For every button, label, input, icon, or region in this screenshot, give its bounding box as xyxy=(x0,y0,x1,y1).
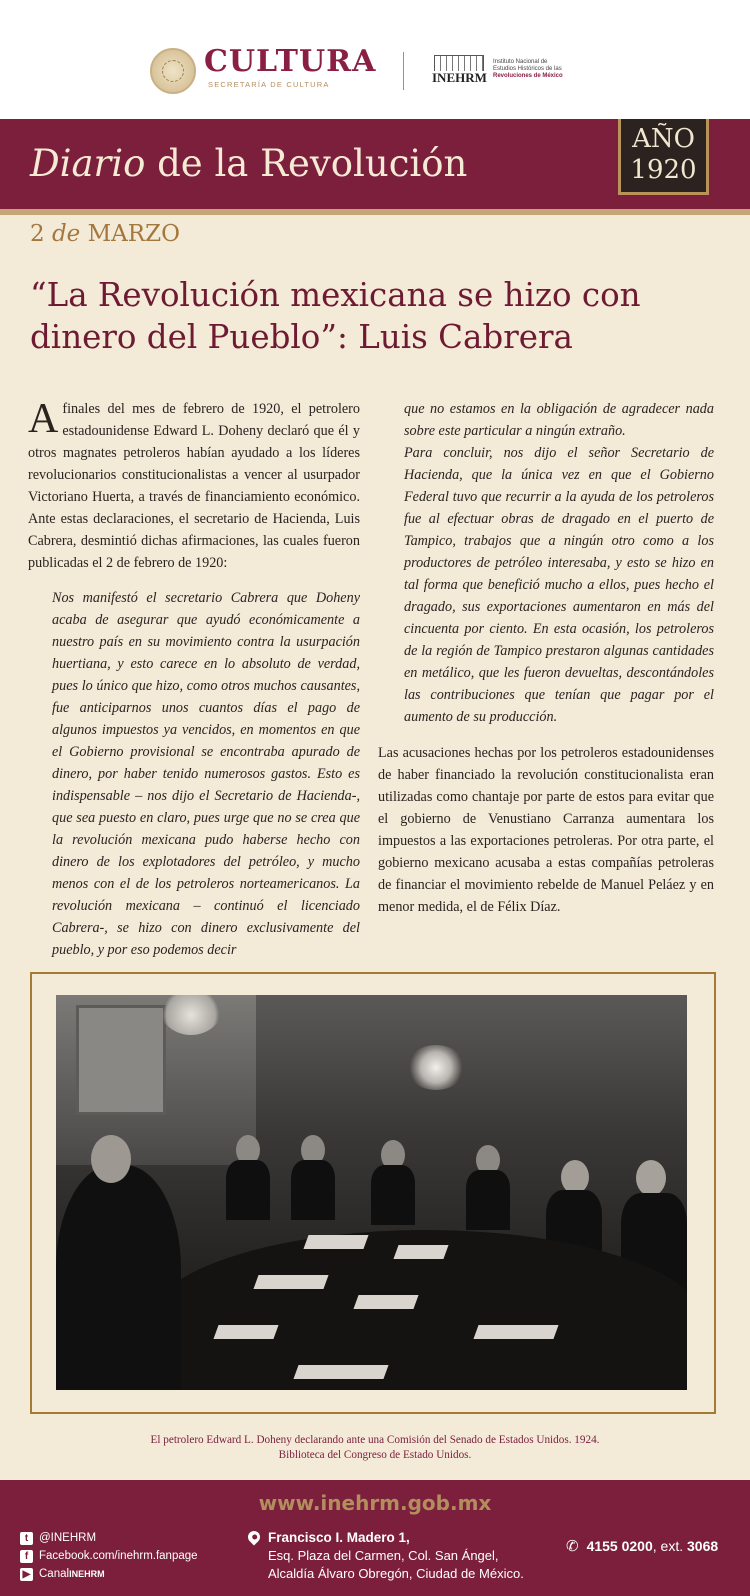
year-label: AÑO xyxy=(632,124,695,154)
historical-photo xyxy=(56,995,687,1390)
brand-title: CULTURA xyxy=(204,44,377,79)
header-divider xyxy=(403,52,404,90)
photo-caption: El petrolero Edward L. Doheny declarando ante una Comisión del Senado de Estados Unidos. 1924. Biblioteca del Congreso de Estado Unidos. xyxy=(150,1434,600,1461)
twitter-link[interactable]: t @INEHRM xyxy=(20,1529,198,1547)
website-link[interactable]: www.inehrm.gob.mx xyxy=(258,1491,492,1515)
youtube-link[interactable]: ▶ Canal INEHRM xyxy=(20,1565,198,1583)
publication-title: Diario de la Revolución xyxy=(30,142,468,185)
youtube-icon: ▶ xyxy=(20,1568,33,1581)
address: Francisco I. Madero 1, Esq. Plaza del Carmen, Col. San Ángel, Alcaldía Álvaro Obregón, Ciudad de México. xyxy=(250,1529,524,1583)
article-column-right xyxy=(380,398,714,918)
institute-description: Instituto Nacional de Estudios Históricos de las Revoluciones de México xyxy=(493,59,563,79)
gold-divider xyxy=(0,209,750,215)
drop-cap: A xyxy=(28,396,59,442)
phone-contact[interactable]: ✆ 4155 0200 , ext. 3068 xyxy=(566,1538,719,1555)
article-headline: “La Revolución mexicana se hizo con dinero del Pueblo”: Luis Cabrera xyxy=(30,276,641,356)
mexican-seal-icon xyxy=(150,48,196,94)
phone-icon: ✆ xyxy=(566,1538,579,1555)
quote-block: Nos manifestó el secretario Cabrera que Doheny acaba de asegurar que ayudó económicamente a nuestro país en su movimiento contra la usurpación huertiana, y esto carece en lo absoluto de verdad, pues lo único que hizo, como otros muchos causantes, fue anticiparnos unos cuantos días el pago de algunos impuestos ya vencidos, en momentos en que el Gobierno provisional se encontraba apurado de dinero, por haber tenido numerosos gastos. Esto es indispensable – nos dijo el Secretario de Hacienda-, que sea puesto en claro, pues urge que no se crea que la revolución mexicana pudo haberse hecho con dinero de los explotadores del petróleo, y mucho menos con el de los petroleros norteamericanos. La revolución mexicana – continuó el licenciado Cabrera-, se hizo con dinero exclusivamente del pueblo, y por eso podemos decir xyxy=(52,590,360,958)
institute-name: INEHRM xyxy=(432,70,487,85)
quote-conclusion: Para concluir, nos dijo el señor Secretario de Hacienda, que la única vez en que el Gobierno Federal tuvo que recurrir a la ayuda de los petroleros fue al efectuar obras de dragado en el puerto de Tampico, trabajos que a ningún otro como a los productores de petróleo interesaba, y esto se hizo en tal forma que benefició mucho a ellos, pues hecho el dragado, sus exportaciones aumentaron en más del cincuenta por ciento. En esta ocasión, los petroleros de la región de Tampico prestaron algunas cantidades en metálico, que les fueron devueltas, descontándoles las contribuciones que tenían que pagar por el aumento de su producción. xyxy=(404,445,714,725)
twitter-icon: t xyxy=(20,1532,33,1545)
year-badge xyxy=(618,119,709,195)
facebook-icon: f xyxy=(20,1550,33,1563)
article-intro: A finales del mes de febrero de 1920, el petrolero estadounidense Edward L. Doheny declaró que él y otros magnates petroleros habían ayudado a los líderes revolucionarios constitucionalistas a vencer al usurpador Victoriano Huerta, a través de financiamiento económico. Ante estas declaraciones, el secretario de Hacienda, Luis Cabrera, desmintió dichas afirmaciones, las cuales fueron publicadas el 2 de febrero de 1920: xyxy=(28,396,360,571)
inehrm-building-icon xyxy=(434,55,484,71)
article-column-left xyxy=(28,398,360,961)
article-date: 2 de MARZO xyxy=(30,221,180,247)
quote-continuation: que no estamos en la obligación de agradecer nada sobre este particular a ningún extraño. xyxy=(404,401,714,439)
social-links xyxy=(20,1529,198,1583)
brand-subtitle: SECRETARÍA DE CULTURA xyxy=(208,80,330,89)
year-value: 1920 xyxy=(630,155,697,185)
facebook-link[interactable]: f Facebook.com/inehrm.fanpage xyxy=(20,1547,198,1565)
article-conclusion: Las acusaciones hechas por los petroleros estadounidenses de haber financiado la revolución constitucionalista eran utilizadas como chantaje por parte de estos para evitar que el gobierno de Venustiano Carranza aumentara los impuestos a las exportaciones petroleras. Por otra parte, el gobierno mexicano acusaba a estas compañías petroleras de financiar el movimiento rebelde de Manuel Peláez y en menor medida, el de Félix Díaz. xyxy=(378,745,714,915)
